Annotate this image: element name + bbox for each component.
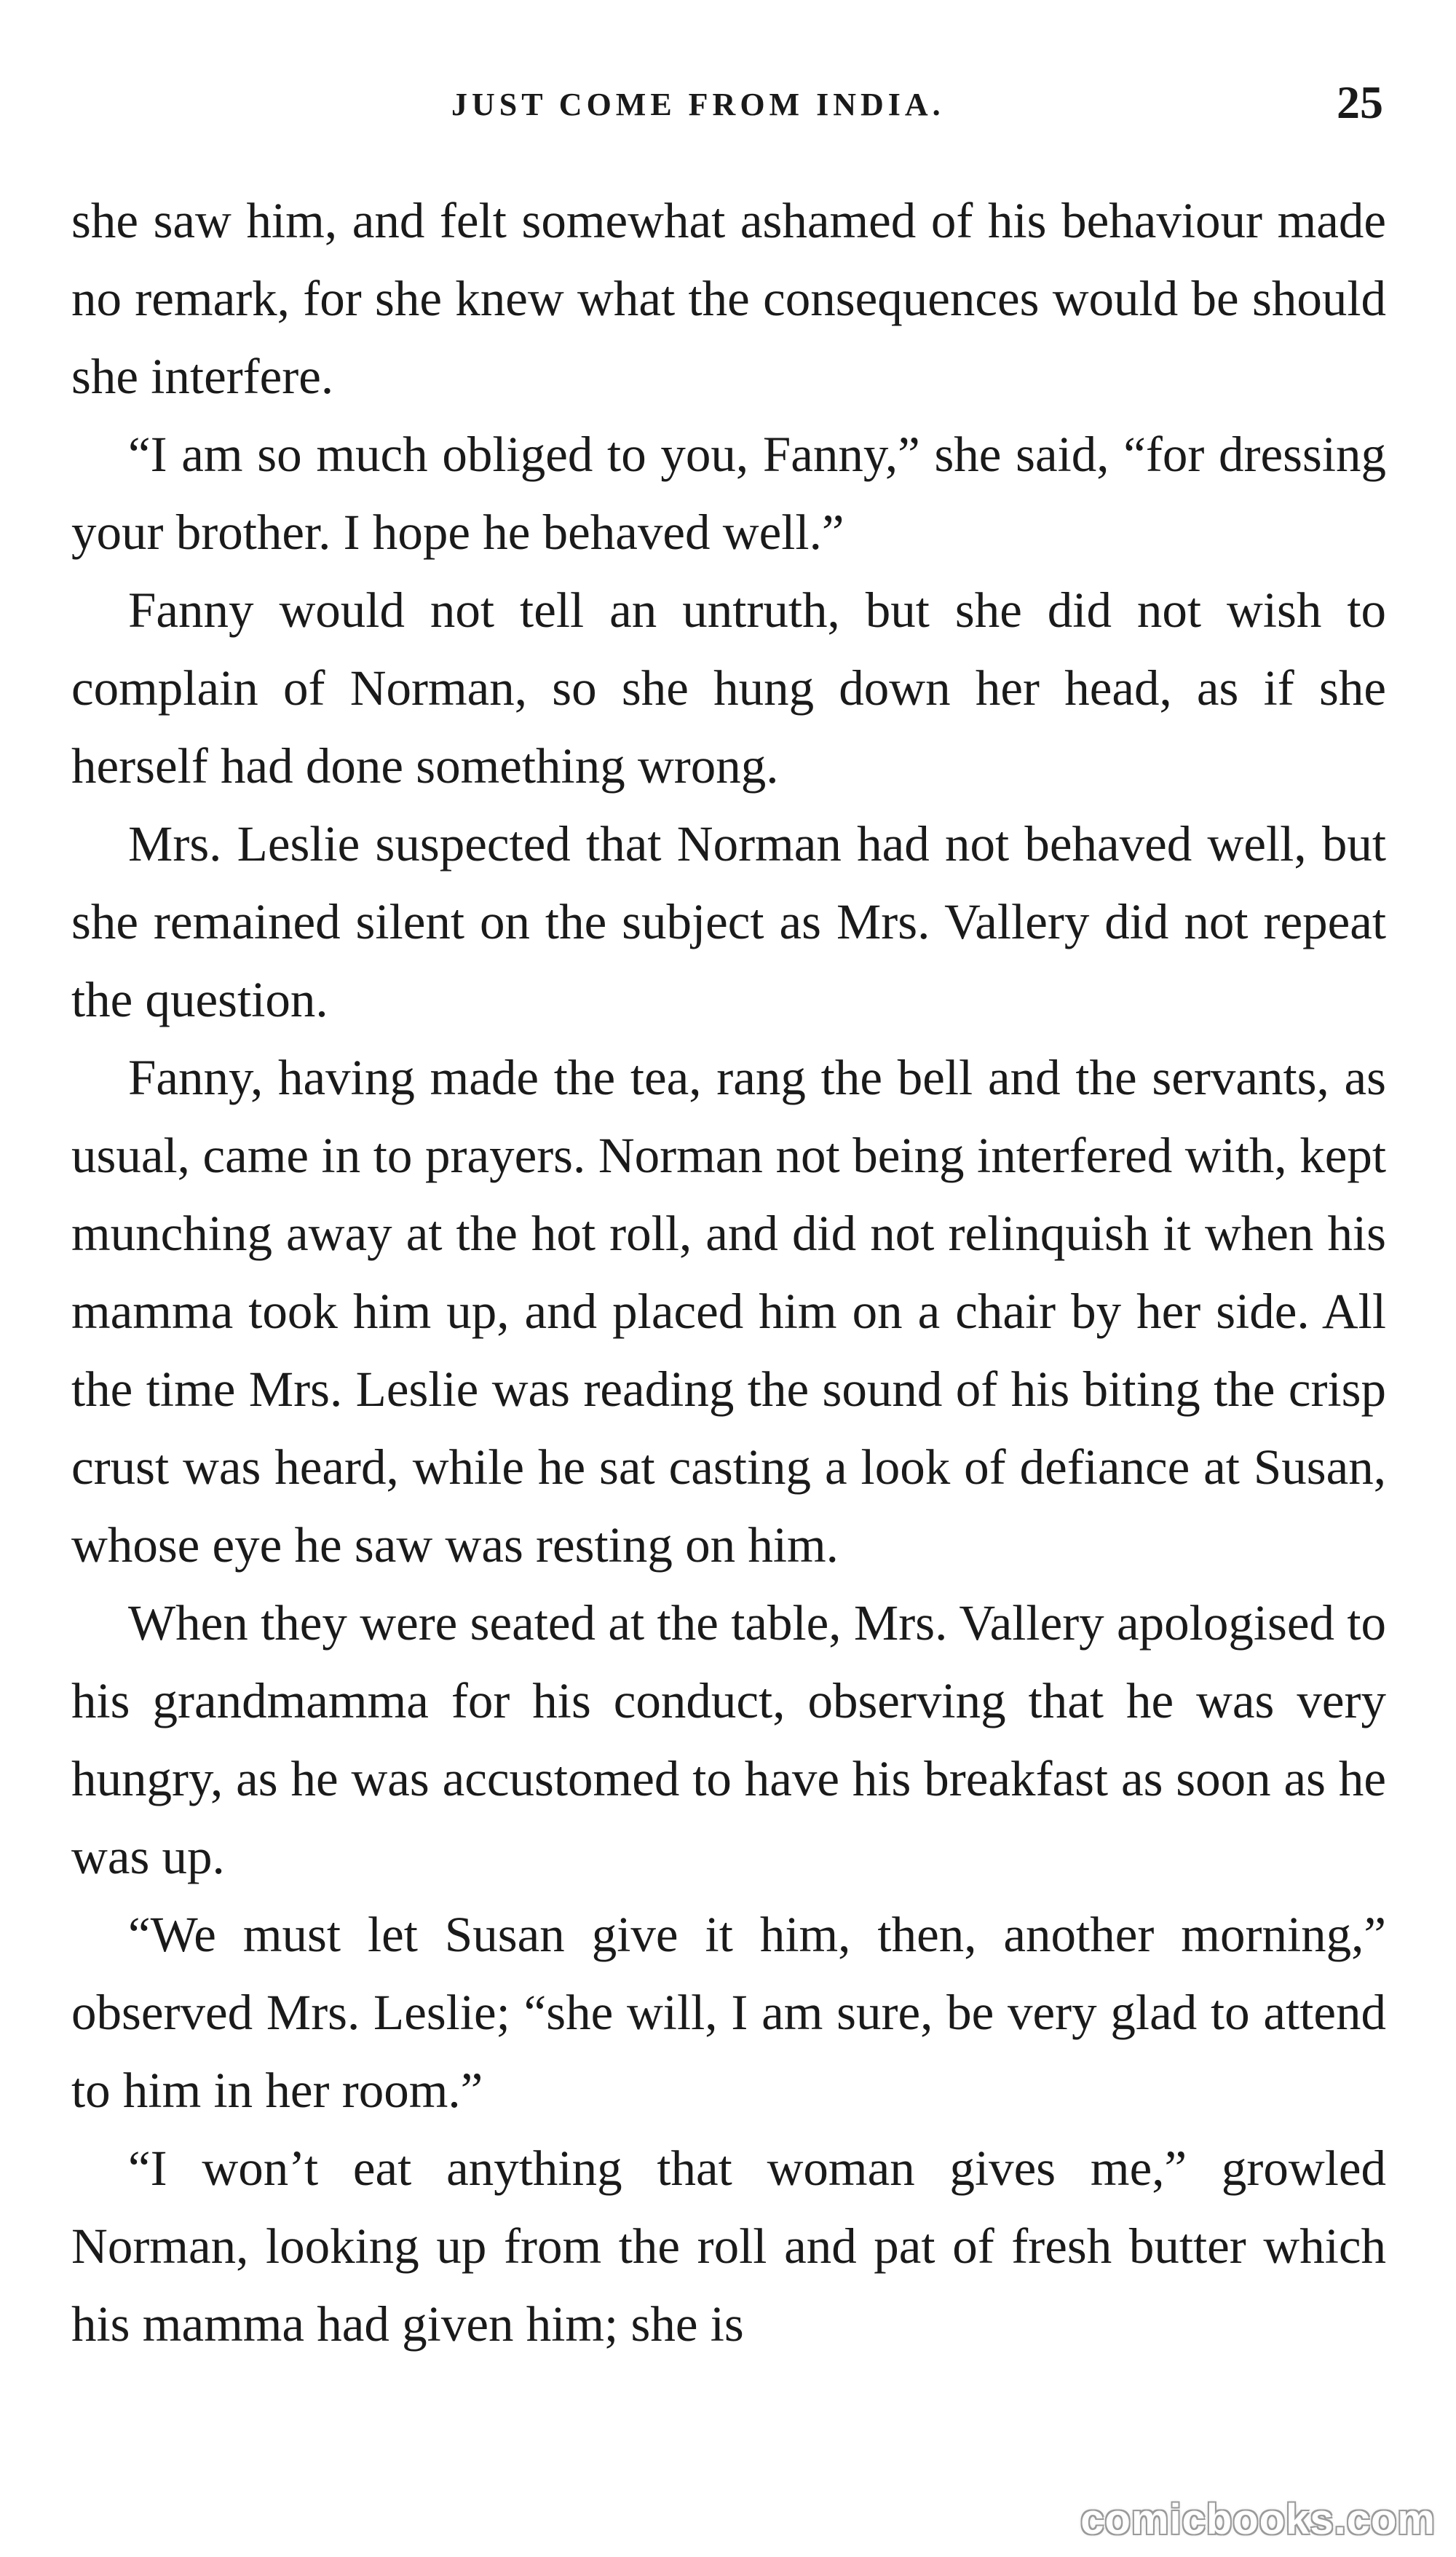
- paragraph-1: she saw him, and felt somewhat ashamed of his behaviour made no remark, for she knew what the consequences would be should she interfere.: [71, 193, 1386, 404]
- running-title: JUST COME FROM INDIA.: [451, 87, 945, 122]
- paragraph-7: “We must let Susan give it him, then, another morning,” observed Mrs. Leslie; “she will, I am sure, be very glad to attend to him in her room.”: [71, 1907, 1386, 2118]
- paragraph-6: When they were seated at the table, Mrs. Vallery apologised to his grandmamma for his conduct, observing that he was very hungry, as he was accustomed to have his breakfast as soon as he was up.: [71, 1595, 1386, 1884]
- paragraph-4: Mrs. Leslie suspected that Norman had not behaved well, but she remained silent on the subject as Mrs. Vallery did not repeat the question.: [71, 816, 1386, 1027]
- paragraph-2: “I am so much obliged to you, Fanny,” she said, “for dressing your brother. I hope he behaved well.”: [71, 427, 1386, 560]
- paragraph-8: “I won’t eat anything that woman gives me,” growled Norman, looking up from the roll and pat of fresh butter which his mamma had given him; she is: [71, 2141, 1386, 2352]
- body-text: [71, 182, 1386, 2363]
- page-number: 25: [1337, 76, 1383, 128]
- running-head: [73, 76, 1383, 146]
- watermark: comicbooks.com: [1080, 2496, 1436, 2543]
- paragraph-3: Fanny would not tell an untruth, but she did not wish to complain of Norman, so she hung down her head, as if she herself had done something wrong.: [71, 582, 1386, 794]
- paragraph-5: Fanny, having made the tea, rang the bell and the servants, as usual, came in to prayers. Norman not being interfered with, kept munching away at the hot roll, and did not relinquish it when his mamma took him up, and placed him on a chair by her side. All the time Mrs. Leslie was reading the sound of his biting the crisp crust was heard, while he sat casting a look of defiance at Susan, whose eye he saw was resting on him.: [71, 1050, 1386, 1573]
